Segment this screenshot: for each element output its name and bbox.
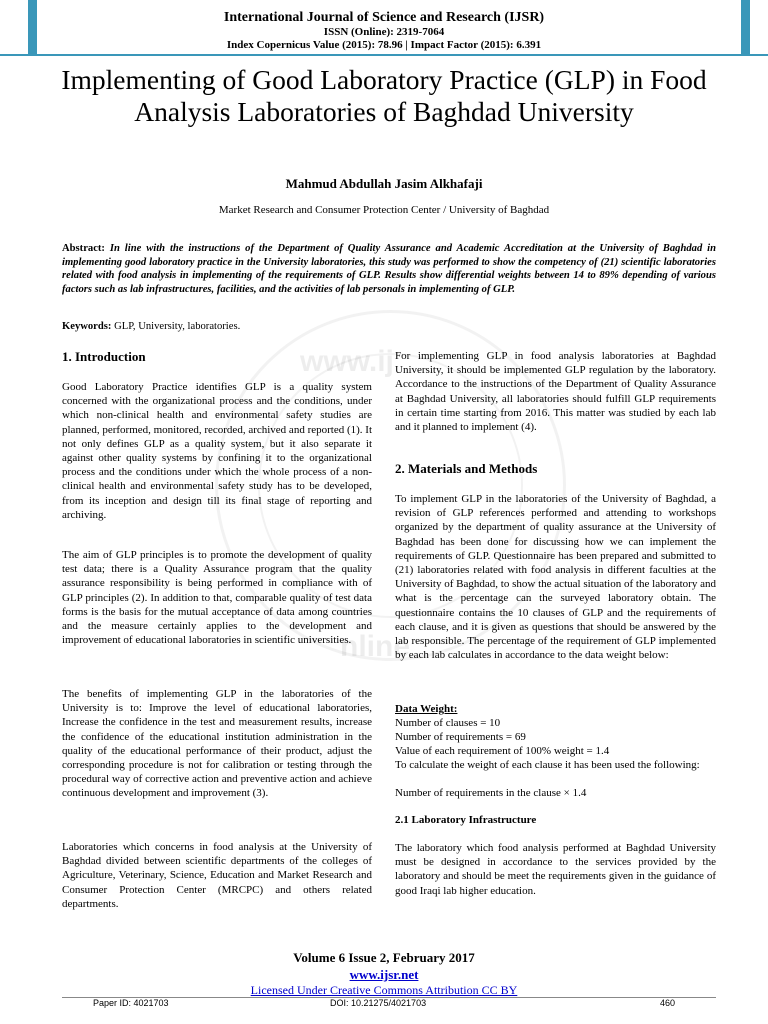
keywords xyxy=(62,321,240,332)
watermark-text-bottom: nline xyxy=(340,630,411,663)
affiliation: Market Research and Consumer Protection Center / University of Baghdad xyxy=(218,204,550,216)
data-weight-label: Data Weight: xyxy=(395,703,458,715)
intro-paragraph-3: The benefits of implementing GLP in the laboratories of the University is to: Improve the level of educational laboratories, Increase the confidence in the test and measurement results, increase the confidence of the educational institution administration in the quality of the educational performance of their product, adjust the corresponding procedure is not for calibration or testing through the procedural way of corrective action and preventive action and achieve continuous development and improvement (3). xyxy=(62,688,372,800)
keywords-text: GLP, University, laboratories. xyxy=(114,321,241,332)
paper-title: Implementing of Good Laboratory Practice (GLP) in Food Analysis Laboratories of Baghdad University xyxy=(61,64,707,127)
intro-paragraph-1: Good Laboratory Practice identifies GLP is a quality system concerned with the organizational process and the conditions, under which non-clinical health and environmental safety studies are planned, performed, monitored, recorded, archived and reported (1). It not only defines GLP as a quality system, but it also separate it against other quality systems by confining it to the organizational process and the conditions under which the whole process of a non-clinical health and environmental safety study has to be developed, from its inception and design till its final stage of reporting and archiving. xyxy=(62,381,373,521)
data-weight-line-2: Number of requirements = 69 xyxy=(395,731,526,743)
abstract xyxy=(62,242,716,296)
intro-paragraph-4: Laboratories which concerns in food analysis at the University of Baghdad divided between scientific departments of the colleges of Agriculture, Veterinary, Science, Education and Market Research and Consumer Protection Center (MRCPC) and others related departments. xyxy=(62,841,372,910)
website-link[interactable]: www.ijsr.net xyxy=(349,967,419,982)
header-divider xyxy=(0,54,768,56)
page-number: 460 xyxy=(660,998,676,1008)
keywords-label: Keywords: xyxy=(62,321,112,332)
intro-heading: 1. Introduction xyxy=(62,349,146,364)
abstract-text: In line with the instructions of the Department of Quality Assurance and Academic Accreditation at the University of Baghdad in implementing good laboratory practice in the University laboratories, this study was performed to show the competency of (21) scientific laboratories related with food analysis in implementing of the requirements of GLP. Results show differential weights between 14 to 89% depending of various factors such as lab infrastructures, facilities, and the activities of lab personals in implementing of GLP. xyxy=(62,243,716,295)
watermark-text-top: www.ij xyxy=(300,345,394,378)
methods-heading: 2. Materials and Methods xyxy=(395,461,538,476)
right-paragraph-1: For implementing GLP in food analysis laboratories at Baghdad University, it should be implemented GLP regulation by the laboratory. Accordance to the instructions of the Department of Quality Assurance at Baghdad University, all laboratories should fulfill GLP requirements in certain time starting from 2016. This matter was studied by each lab and it planned to implement (4). xyxy=(395,350,716,434)
data-weight-line-5: Number of requirements in the clause × 1.4 xyxy=(395,787,587,799)
issn: ISSN (Online): 2319-7064 xyxy=(323,26,445,38)
doi: DOI: 10.21275/4021703 xyxy=(330,998,427,1008)
subsection-heading: 2.1 Laboratory Infrastructure xyxy=(395,814,537,826)
journal-name: International Journal of Science and Research (IJSR) xyxy=(223,10,545,25)
intro-paragraph-2: The aim of GLP principles is to promote the development of quality test data; there is a Quality Assurance program that the quality assurance responsibility is being performed in compliance with of GLP principles (2). In addition to that, comparable quality of test data forms is the basis for the mutual acceptance of data among countries and the measure certainly applies to the development and improvement of educational laboratories in scientific universities. xyxy=(62,549,372,647)
license-link[interactable]: Licensed Under Creative Commons Attribution CC BY xyxy=(250,983,518,997)
volume-issue: Volume 6 Issue 2, February 2017 xyxy=(293,950,475,965)
paper-id: Paper ID: 4021703 xyxy=(93,998,169,1008)
infrastructure-paragraph: The laboratory which food analysis performed at Baghdad University must be designed in accordance to the services provided by the laboratory and should be meet the requirements given in the guidance of good Iraqi lab higher education. xyxy=(395,842,716,897)
author-name: Mahmud Abdullah Jasim Alkhafaji xyxy=(285,176,483,191)
index-value: Index Copernicus Value (2015): 78.96 | Impact Factor (2015): 6.391 xyxy=(226,39,542,51)
methods-paragraph: To implement GLP in the laboratories of the University of Baghdad, a revision of GLP references performed and attending to workshops organized by the department of quality assurance at the University of Baghdad has been done for discussing how we can implement the requirements of GLP. Questionnaire has been prepared and submitted to (21) laboratories related with food analysis in different faculties at the University of Baghdad, to show the actual situation of the laboratory and what is the percentage can the surveyed laboratory obtain. The questionnaire contains the 10 clauses of GLP and the requirements of each clause, and it is given as questions that should be answered by the lab responsible. The percentage of the requirement of GLP implemented by each lab calculates in accordance to the data weight below: xyxy=(395,493,716,662)
data-weight-line-1: Number of clauses = 10 xyxy=(395,717,501,729)
data-weight-line-4: To calculate the weight of each clause it has been used the following: xyxy=(395,759,700,771)
abstract-label: Abstract: xyxy=(62,243,105,254)
data-weight-line-3: Value of each requirement of 100% weight = 1.4 xyxy=(395,745,610,757)
